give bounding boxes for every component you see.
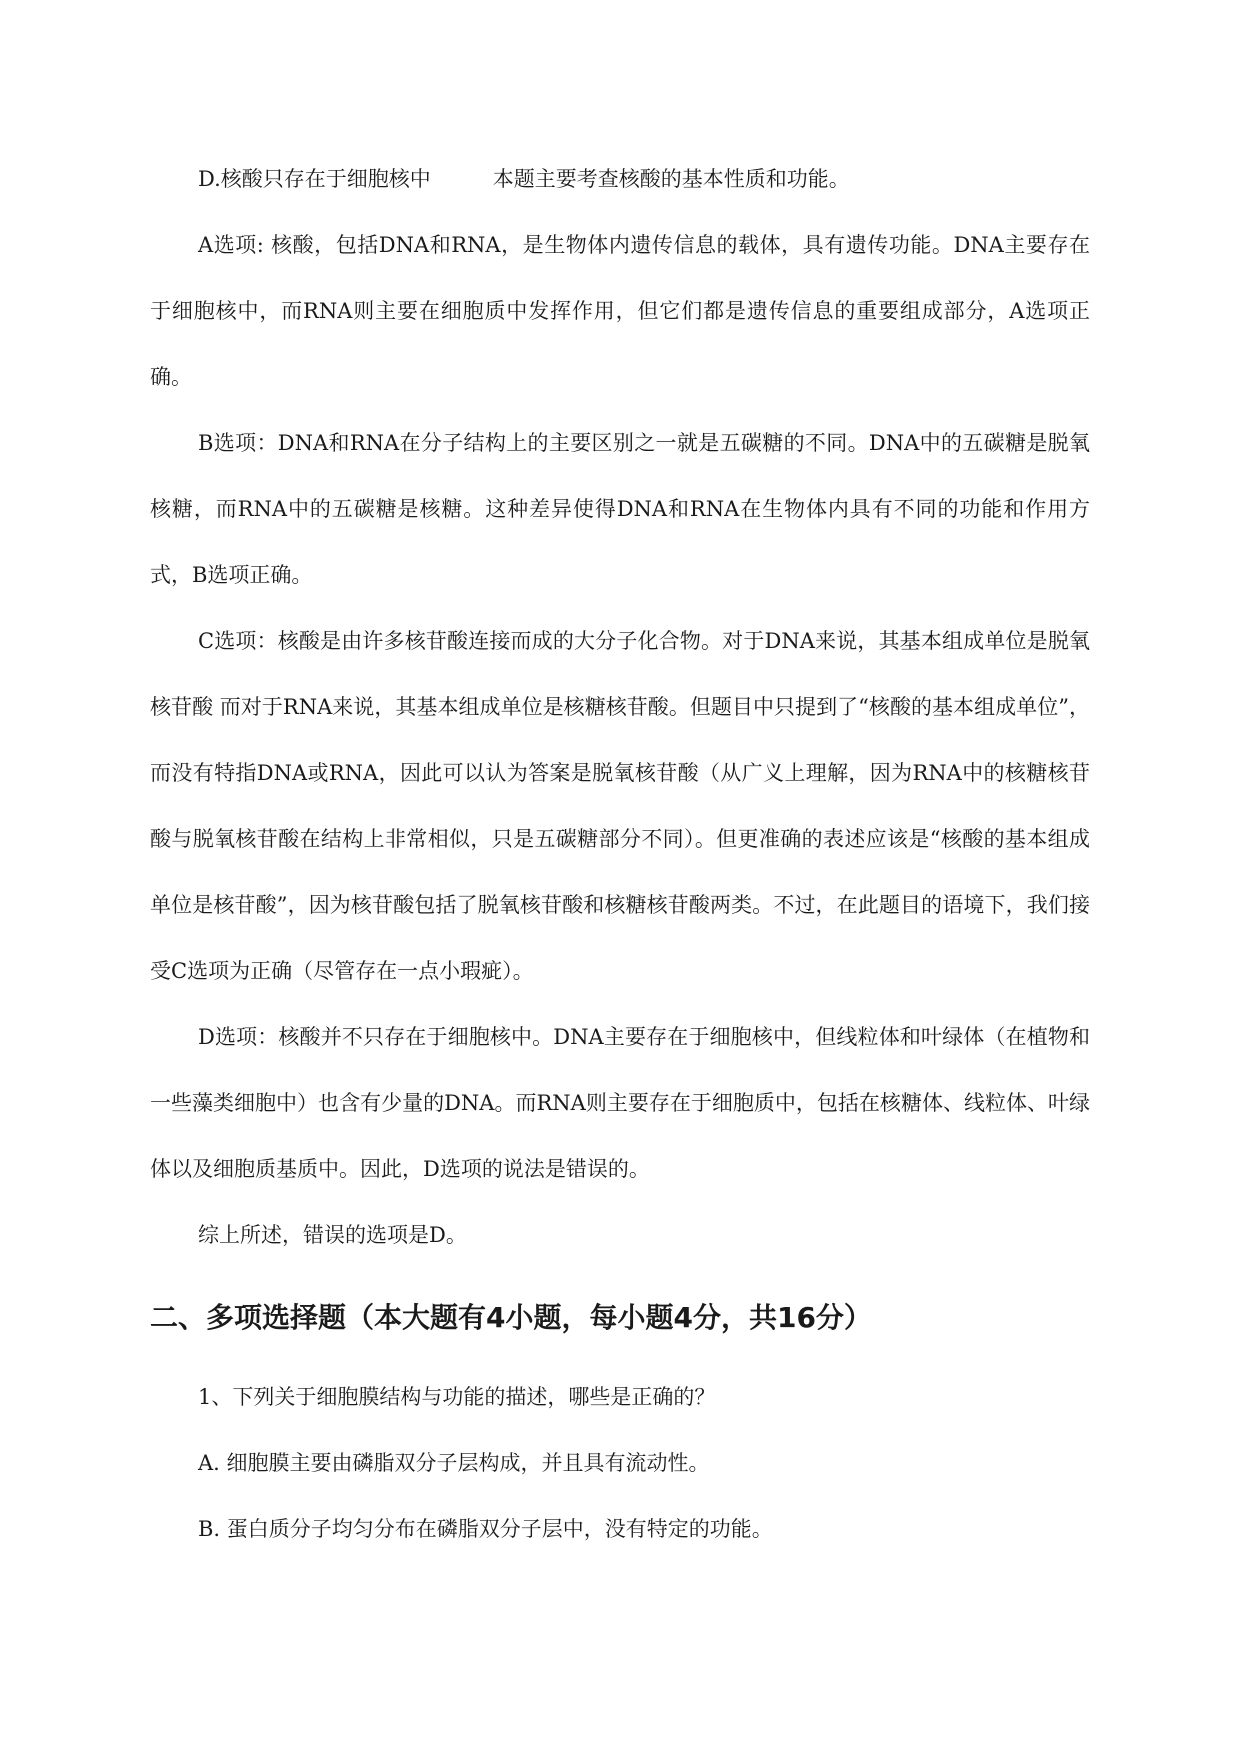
analysis-conclusion: 综上所述，错误的选项是D。: [198, 1223, 467, 1247]
option-d-text: D.核酸只存在于细胞核中: [198, 167, 431, 191]
question-option-a: A. 细胞膜主要由磷脂双分子层构成，并且具有流动性。: [198, 1451, 710, 1475]
section-heading: 二、多项选择题（本大题有4小题，每小题4分，共16分）: [150, 1301, 872, 1334]
analysis-option-b: B选项：DNA和RNA在分子结构上的主要区别之一就是五碳糖的不同。DNA中的五碳糖是脱氧核糖，而RNA中的五碳糖是核糖。这种差异使得DNA和RNA在生物体内具有不同的功能和作用方式，B选项正确。: [150, 431, 1090, 587]
answer-intro: 本题主要考查核酸的基本性质和功能。: [492, 167, 850, 191]
analysis-option-c: C选项：核酸是由许多核苷酸连接而成的大分子化合物。对于DNA来说，其基本组成单位是脱氧核苷酸 而对于RNA来说，其基本组成单位是核糖核苷酸。但题目中只提到了“核酸的基本组成单位”，而没有特指DNA或RNA，因此可以认为答案是脱氧核苷酸（从广义上理解，因为RNA中的核糖核苷酸与脱氧核苷酸在结构上非常相似，只是五碳糖部分不同）。但更准确的表述应该是“核酸的基本组成单位是核苷酸”，因为核苷酸包括了脱氧核苷酸和核糖核苷酸两类。不过，在此题目的语境下，我们接受C选项为正确（尽管存在一点小瑕疵）。: [150, 629, 1090, 983]
analysis-option-a: A选项: 核酸，包括DNA和RNA，是生物体内遗传信息的载体，具有遗传功能。DNA主要存在于细胞核中，而RNA则主要在细胞质中发挥作用，但它们都是遗传信息的重要组成部分，A选项正确。: [150, 233, 1090, 389]
question-option-b: B. 蛋白质分子均匀分布在磷脂双分子层中，没有特定的功能。: [198, 1517, 773, 1541]
page-content: [150, 146, 1090, 1562]
analysis-option-d: D选项：核酸并不只存在于细胞核中。DNA主要存在于细胞核中，但线粒体和叶绿体（在植物和一些藻类细胞中）也含有少量的DNA。而RNA则主要存在于细胞质中，包括在核糖体、线粒体、叶绿体以及细胞质基质中。因此，D选项的说法是错误的。: [150, 1025, 1090, 1181]
question-stem: 1、下列关于细胞膜结构与功能的描述，哪些是正确的？: [198, 1385, 716, 1409]
option-d-line: [150, 146, 1090, 212]
